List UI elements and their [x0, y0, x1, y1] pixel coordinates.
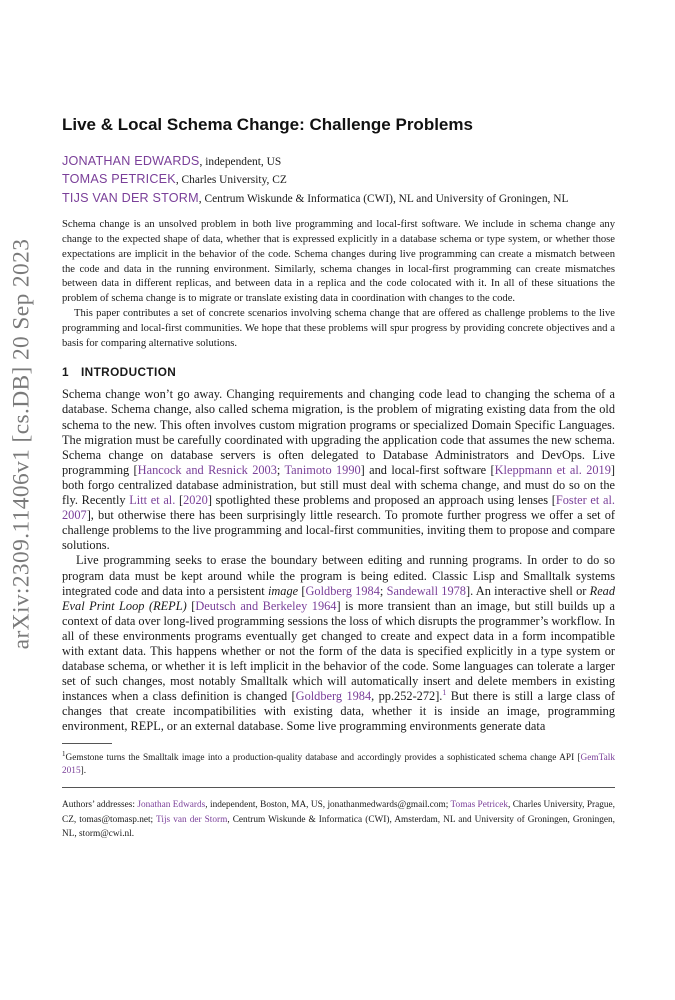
citation-link[interactable]: Foster et al. 2007	[62, 493, 615, 523]
text-run: ]. An interactive shell or	[465, 583, 590, 598]
author-entry	[62, 153, 615, 171]
text-run: , independent, Boston, MA, US, jonathanmedwards@gmail.com;	[205, 800, 451, 811]
section-number: 1	[62, 365, 69, 380]
text-run: [	[175, 493, 184, 508]
introduction-body	[62, 387, 615, 734]
author-name[interactable]: JONATHAN EDWARDS	[62, 154, 200, 168]
author-affiliation: , Centrum Wiskunde & Informatica (CWI), NL and University of Groningen, NL	[198, 192, 569, 205]
abstract	[62, 218, 615, 351]
emphasis-text: image	[267, 583, 299, 598]
text-run: ] both forgo centralized database administration, but still must deal with schema change, and must do so on the fly. Recently	[62, 462, 616, 508]
section-title: INTRODUCTION	[80, 365, 177, 380]
text-run: ] spotlighted these problems and proposed an approach using lenses [	[207, 493, 556, 508]
text-run: But there is still a large class of changes that create incompatibilities with existing data, whether it is inside an image, programming environment, REPL, or an external database. Some live programming environments generate data	[62, 689, 615, 734]
citation-link[interactable]: Deutsch and Berkeley 1964	[195, 598, 337, 613]
citation-link[interactable]: Kleppmann et al. 2019	[494, 462, 611, 477]
footnote-number: 1	[62, 749, 66, 758]
text-run: [	[298, 583, 306, 598]
citation-link[interactable]: Hancock and Resnick 2003	[137, 462, 277, 477]
text-run: Live programming seeks to erase the boundary between editing and running programs. In order to do so program data must be kept around while the program is being edited. Classic Lisp and Smalltalk systems integrated code and data into a persistent	[62, 553, 615, 598]
text-run: ] and local-first software [	[360, 462, 495, 477]
citation-link[interactable]: Litt et al.	[129, 493, 176, 508]
author-affiliation: , Charles University, CZ	[175, 174, 287, 187]
section-heading	[62, 365, 615, 379]
text-run: Schema change won’t go away. Changing requirements and changing code lead to changing the schema of a database. Schema change, also called schema migration, is the problem of migrating existing data from the old schema to the new. This often involves custom migration programs or specialized Domain Specific Languages. The migration must be carefully coordinated with upgrading the application code that assumes the new schema. Schema change on database servers is often delegated to Database Administrators and DevOps. Live programming [	[62, 387, 615, 477]
paper-page	[62, 115, 615, 841]
footnote-end: ].	[80, 766, 87, 777]
text-run: , Centrum Wiskunde & Informatica (CWI), Amsterdam, NL and University of Groningen, Groningen, NL, storm@cwi.nl.	[62, 814, 615, 839]
footnote-divider	[62, 743, 112, 744]
paper-title: Live & Local Schema Change: Challenge Problems	[62, 115, 473, 134]
abstract-paragraph: Schema change is an unsolved problem in both live programming and local-first software. We include in schema change any change to the expected shape of data, whether that is expressed explicitly in a database schema or type system, or whether those expectations are implicit in the behavior of the code. Schema changes during live programming can create a mismatch between the code and data in the running environment. Similarly, schema changes in local-first programming can create mismatches between data in different replicas, and between data in a replica and the code colocated with it. In all of these situations the problem of schema change is to migrate or translate existing data in coordination with changes to the code.	[62, 219, 615, 305]
footnote-marker[interactable]: 1	[442, 688, 447, 698]
footnote	[62, 748, 615, 779]
author-name[interactable]: TOMAS PETRICEK	[62, 172, 176, 187]
citation-link[interactable]: GemTalk 2015	[62, 752, 615, 777]
citation-link[interactable]: Tanimoto 1990	[284, 462, 361, 477]
author-entry	[62, 190, 615, 208]
text-run: ], but otherwise there has been surprisingly little research. To promote further progress we offer a set of challenge problems to the live programming and local-first communities, inviting them to propose and compare solutions.	[62, 508, 615, 553]
body-paragraph	[62, 553, 615, 734]
author-addresses	[62, 798, 615, 841]
abstract-paragraph: This paper contributes a set of concrete scenarios involving schema change that are offered as challenge problems to the live programming and local-first communities. We hope that these problems will spur progress by providing concrete objectives and a basis for comparing alternative solutions.	[62, 308, 615, 349]
citation-link[interactable]: Sandewall 1978	[386, 583, 466, 598]
author-affiliation: , independent, US	[199, 156, 282, 168]
arxiv-identifier: arXiv:2309.11406v1 [cs.DB] 20 Sep 2023	[8, 238, 35, 650]
text-run: , pp.252-272].	[371, 689, 443, 704]
arxiv-side-stamp	[2, 187, 42, 702]
author-link[interactable]: Tijs van der Storm	[156, 814, 228, 825]
author-list	[62, 153, 615, 208]
addresses-divider	[62, 787, 615, 788]
text-run: Authors’ addresses:	[62, 800, 138, 811]
footnote-text: Gemstone turns the Smalltalk image into a production-quality database and accordingly provides a sophisticated schema change API [	[65, 752, 581, 763]
citation-link[interactable]: Goldberg 1984	[305, 583, 380, 598]
text-run: ] is more transient than an image, but still builds up a context of data over long-lived programming sessions the loss of which disrupts the programmer’s workflow. In all of these environments programs eventually get changed to create and expect data in a form incompatible with extant data. This happens whether or not the form of the data is specified explicitly in a type system or database schema, or whether it is left implicit in the behavior of the code. Some languages can tolerate a larger set of such changes, most notably Smalltalk which will automatically insert and delete members in existing instances when a class definition is changed [	[62, 598, 615, 704]
text-run: ;	[276, 462, 285, 477]
citation-link[interactable]: 2020	[183, 493, 208, 508]
text-run: [	[186, 598, 196, 613]
author-name[interactable]: TIJS VAN DER STORM	[62, 190, 199, 205]
author-entry	[62, 171, 615, 189]
text-run: , Charles University, Prague, CZ, tomas@tomasp.net;	[62, 800, 615, 825]
body-paragraph	[62, 387, 615, 553]
citation-link[interactable]: Goldberg 1984	[295, 689, 372, 704]
emphasis-text: Read Eval Print Loop (REPL)	[62, 583, 616, 613]
author-link[interactable]: Tomas Petricek	[450, 800, 509, 811]
text-run: ;	[379, 583, 387, 598]
author-link[interactable]: Jonathan Edwards	[137, 800, 206, 811]
